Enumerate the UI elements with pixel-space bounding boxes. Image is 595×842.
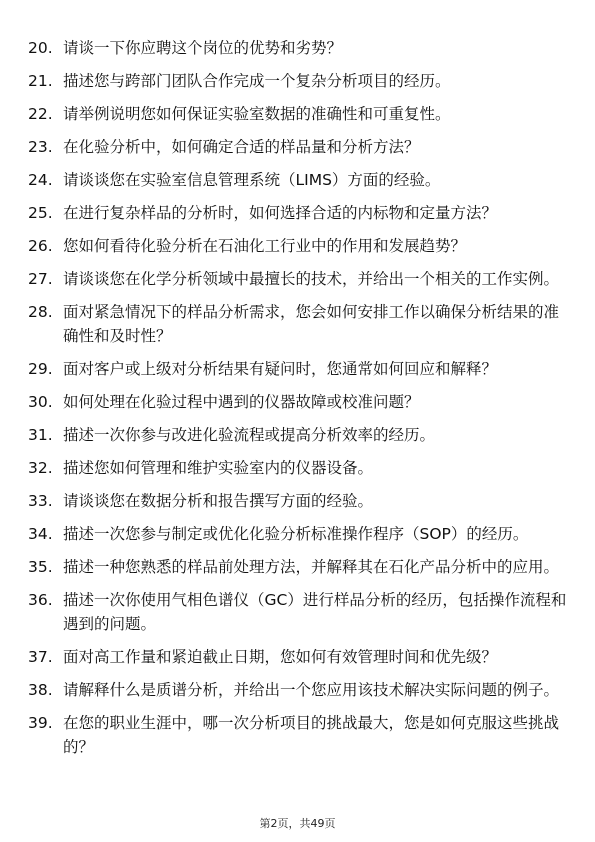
question-number: 39. bbox=[28, 714, 53, 732]
question-text: 描述一次你使用气相色谱仪（GC）进行样品分析的经历，包括操作流程和遇到的问题。 bbox=[63, 591, 567, 633]
question-number: 24. bbox=[28, 171, 53, 189]
question-number: 28. bbox=[28, 303, 53, 321]
page-footer bbox=[0, 817, 595, 831]
question-item bbox=[28, 645, 568, 669]
question-item bbox=[28, 588, 568, 636]
question-item bbox=[28, 168, 568, 192]
question-item bbox=[28, 267, 568, 291]
question-number: 23. bbox=[28, 138, 53, 156]
question-number: 31. bbox=[28, 426, 53, 444]
page-number-label: 第2页，共49页 bbox=[259, 817, 336, 830]
question-item bbox=[28, 357, 568, 381]
question-number: 37. bbox=[28, 648, 53, 666]
question-text: 如何处理在化验过程中遇到的仪器故障或校准问题？ bbox=[63, 393, 420, 411]
question-number: 20. bbox=[28, 39, 53, 57]
question-number: 34. bbox=[28, 525, 53, 543]
question-number: 33. bbox=[28, 492, 53, 510]
question-item bbox=[28, 69, 568, 93]
question-item bbox=[28, 234, 568, 258]
question-text: 面对客户或上级对分析结果有疑问时，您通常如何回应和解释？ bbox=[63, 360, 498, 378]
question-number: 38. bbox=[28, 681, 53, 699]
question-number: 29. bbox=[28, 360, 53, 378]
question-number: 25. bbox=[28, 204, 53, 222]
question-text: 您如何看待化验分析在石油化工行业中的作用和发展趋势？ bbox=[63, 237, 467, 255]
question-text: 请谈谈您在实验室信息管理系统（LIMS）方面的经验。 bbox=[63, 171, 441, 189]
question-item bbox=[28, 135, 568, 159]
question-text: 请举例说明您如何保证实验室数据的准确性和可重复性。 bbox=[63, 105, 451, 123]
question-text: 描述一种您熟悉的样品前处理方法，并解释其在石化产品分析中的应用。 bbox=[63, 558, 560, 576]
question-item bbox=[28, 36, 568, 60]
question-text: 在进行复杂样品的分析时，如何选择合适的内标物和定量方法？ bbox=[63, 204, 498, 222]
question-text: 描述您与跨部门团队合作完成一个复杂分析项目的经历。 bbox=[63, 72, 451, 90]
question-list bbox=[28, 36, 568, 759]
question-text: 在化验分析中，如何确定合适的样品量和分析方法？ bbox=[63, 138, 420, 156]
question-text: 在您的职业生涯中，哪一次分析项目的挑战最大，您是如何克服这些挑战的？ bbox=[63, 714, 560, 756]
question-item bbox=[28, 678, 568, 702]
question-item bbox=[28, 522, 568, 546]
question-number: 35. bbox=[28, 558, 53, 576]
question-text: 请谈谈您在化学分析领域中最擅长的技术，并给出一个相关的工作实例。 bbox=[63, 270, 560, 288]
question-text: 请解释什么是质谱分析，并给出一个您应用该技术解决实际问题的例子。 bbox=[63, 681, 560, 699]
question-text: 描述一次您参与制定或优化化验分析标准操作程序（SOP）的经历。 bbox=[63, 525, 529, 543]
question-item bbox=[28, 555, 568, 579]
question-item bbox=[28, 390, 568, 414]
question-number: 36. bbox=[28, 591, 53, 609]
question-number: 30. bbox=[28, 393, 53, 411]
question-text: 面对高工作量和紧迫截止日期，您如何有效管理时间和优先级？ bbox=[63, 648, 498, 666]
question-text: 请谈谈您在数据分析和报告撰写方面的经验。 bbox=[63, 492, 374, 510]
question-number: 21. bbox=[28, 72, 53, 90]
question-text: 面对紧急情况下的样品分析需求，您会如何安排工作以确保分析结果的准确性和及时性？ bbox=[63, 303, 560, 345]
question-text: 请谈一下你应聘这个岗位的优势和劣势？ bbox=[63, 39, 343, 57]
question-text: 描述一次你参与改进化验流程或提高分析效率的经历。 bbox=[63, 426, 436, 444]
question-item bbox=[28, 300, 568, 348]
question-item bbox=[28, 423, 568, 447]
question-item bbox=[28, 456, 568, 480]
question-number: 27. bbox=[28, 270, 53, 288]
question-number: 32. bbox=[28, 459, 53, 477]
question-number: 22. bbox=[28, 105, 53, 123]
question-item bbox=[28, 489, 568, 513]
question-item bbox=[28, 711, 568, 759]
question-item bbox=[28, 102, 568, 126]
question-item bbox=[28, 201, 568, 225]
question-text: 描述您如何管理和维护实验室内的仪器设备。 bbox=[63, 459, 374, 477]
question-number: 26. bbox=[28, 237, 53, 255]
